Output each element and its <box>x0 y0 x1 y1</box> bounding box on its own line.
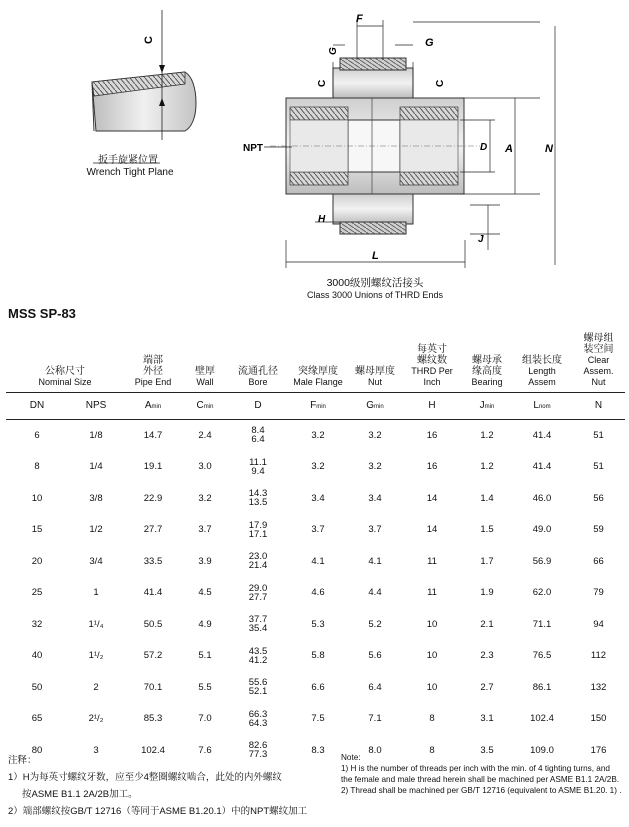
cell-n: 51 <box>593 429 604 441</box>
cell-bore: 37.7 35.4 <box>248 614 268 635</box>
table-row <box>6 672 625 704</box>
cell-l: 46.0 <box>532 492 552 504</box>
symbol-g: Gmin <box>348 392 402 419</box>
dim-label-l: L <box>372 250 379 262</box>
cell-nps: 1 <box>93 587 99 599</box>
dim-label-c-right: C <box>435 79 446 87</box>
symbol-j: Jmin <box>462 392 512 419</box>
cell-h: 14 <box>426 492 438 504</box>
table-row <box>6 546 625 578</box>
dim-label-n: N <box>545 143 553 155</box>
cell-j: 1.4 <box>480 492 494 504</box>
cell-nps: 2 <box>93 681 99 693</box>
cell-g: 7.1 <box>368 713 382 725</box>
cell-f: 4.1 <box>311 555 325 567</box>
cell-f: 3.2 <box>311 429 325 441</box>
cell-f: 7.5 <box>311 713 325 725</box>
cell-a: 22.9 <box>143 492 163 504</box>
cell-dn: 10 <box>31 492 43 504</box>
cell-dn: 8 <box>34 461 40 473</box>
symbol-a: Amin <box>124 392 182 419</box>
cell-dn: 20 <box>31 555 43 567</box>
cell-dn: 80 <box>31 744 43 756</box>
cell-n: 94 <box>593 618 604 630</box>
symbol-c: Cmin <box>182 392 228 419</box>
cell-j: 1.5 <box>480 524 494 536</box>
cell-n: 132 <box>590 681 607 693</box>
notes-zh <box>8 752 328 820</box>
cell-f: 3.2 <box>311 461 325 473</box>
dim-label-g-right: G <box>425 37 434 49</box>
header-nut: 螺母厚度 Nut <box>355 365 395 387</box>
cell-dn: 25 <box>31 587 43 599</box>
symbol-row <box>6 392 625 419</box>
cell-h: 10 <box>426 618 438 630</box>
cell-f: 5.3 <box>311 618 325 630</box>
cell-j: 2.3 <box>480 650 494 662</box>
cell-f: 4.6 <box>311 587 325 599</box>
cell-h: 8 <box>429 713 435 725</box>
cell-c: 7.6 <box>198 744 212 756</box>
cell-nps: 1/2 <box>89 524 103 536</box>
cell-h: 16 <box>426 429 438 441</box>
symbol-n: N <box>572 392 625 419</box>
cell-a: 57.2 <box>143 650 163 662</box>
cell-nps: 3/8 <box>89 492 103 504</box>
dim-label-c-left: C <box>317 79 328 87</box>
cell-bore: 55.6 52.1 <box>248 677 268 698</box>
symbol-dn: DN <box>6 392 68 419</box>
cell-c: 3.9 <box>198 555 212 567</box>
symbol-d: D <box>228 392 288 419</box>
cell-j: 2.1 <box>480 618 494 630</box>
cell-n: 150 <box>590 713 607 725</box>
cell-a: 50.5 <box>143 618 163 630</box>
cell-l: 71.1 <box>532 618 552 630</box>
notes-zh-2: 2）端部螺纹按GB/T 12716（等同于ASME B1.20.1）中的NPT螺纹加工 <box>8 806 308 817</box>
cell-c: 3.7 <box>198 524 212 536</box>
cell-bore: 11.1 9.4 <box>249 456 267 477</box>
cell-a: 102.4 <box>141 744 165 756</box>
dim-label-c: C <box>143 36 155 44</box>
table-row <box>6 483 625 515</box>
cell-f: 3.7 <box>311 524 325 536</box>
table-row <box>6 703 625 735</box>
cell-f: 8.3 <box>311 744 325 756</box>
notes-zh-1: 1）H为每英寸螺纹牙数，应至少4整圈螺纹啮合，此处的内外螺纹 <box>8 772 282 783</box>
table-row <box>6 451 625 483</box>
cell-bore: 8.4 6.4 <box>251 425 265 446</box>
cell-nps: 2¹/₂ <box>88 713 104 725</box>
dim-label-npt: NPT <box>243 143 263 154</box>
table-row <box>6 514 625 546</box>
header-bearing: 螺母承 缘高度 Bearing <box>471 354 503 387</box>
cell-g: 3.2 <box>368 461 382 473</box>
cell-g: 4.4 <box>368 587 382 599</box>
dim-label-j: J <box>478 234 484 245</box>
cell-c: 5.5 <box>198 681 212 693</box>
dim-label-f: F <box>356 13 363 25</box>
cell-g: 3.2 <box>368 429 382 441</box>
cell-bore: 29.0 27.7 <box>248 582 268 603</box>
cell-c: 5.1 <box>198 650 212 662</box>
notes-zh-1b: 按ASME B1.1 2A/2B加工。 <box>22 789 138 800</box>
dim-label-d: D <box>480 142 488 153</box>
cell-a: 70.1 <box>143 681 163 693</box>
cell-dn: 15 <box>31 524 43 536</box>
cell-dn: 65 <box>31 713 43 725</box>
cell-j: 2.7 <box>480 681 494 693</box>
cell-g: 5.6 <box>368 650 382 662</box>
spec-title: MSS SP-83 <box>8 306 76 321</box>
right-caption-en: Class 3000 Unions of THRD Ends <box>307 290 443 300</box>
cell-j: 1.9 <box>480 587 494 599</box>
cell-bore: 82.6 77.3 <box>248 740 268 761</box>
symbol-l: Lnom <box>512 392 572 419</box>
cell-bore: 66.3 64.3 <box>248 708 268 729</box>
cell-a: 85.3 <box>143 713 163 725</box>
table-row <box>6 609 625 641</box>
header-thrd-per-inch: 每英寸 螺纹数 THRD Per Inch <box>411 343 453 387</box>
cell-j: 1.2 <box>480 461 494 473</box>
dimension-table <box>6 328 625 766</box>
cell-dn: 50 <box>31 681 43 693</box>
header-clear-assem-nut: 螺母组 装空间 Clear Assem. Nut <box>583 332 614 387</box>
cell-g: 4.1 <box>368 555 382 567</box>
drawing-area <box>0 0 629 305</box>
cell-j: 1.2 <box>480 429 494 441</box>
cell-f: 6.6 <box>311 681 325 693</box>
notes-en-1: 1) H is the number of threads per inch with the min. of 4 tighting turns, and the female and male thread herein shall be machined per ASME B1.1 2A/2B. <box>341 764 620 784</box>
cell-h: 10 <box>426 650 438 662</box>
cell-n: 112 <box>590 650 607 662</box>
left-caption-zh: 扳手旋紧位置 <box>98 155 158 166</box>
cell-dn: 6 <box>34 429 40 441</box>
cell-f: 3.4 <box>311 492 325 504</box>
cell-l: 76.5 <box>532 650 552 662</box>
cell-a: 27.7 <box>143 524 163 536</box>
cell-nps: 3 <box>93 744 99 756</box>
cell-j: 1.7 <box>480 555 494 567</box>
cell-l: 56.9 <box>532 555 552 567</box>
notes-en-title: Note: <box>341 753 361 762</box>
cell-c: 4.5 <box>198 587 212 599</box>
header-length-assem: 组装长度 Length Assem <box>522 354 562 387</box>
cell-l: 86.1 <box>532 681 552 693</box>
cell-n: 59 <box>593 524 604 536</box>
cell-h: 8 <box>429 744 435 756</box>
cell-c: 4.9 <box>198 618 212 630</box>
cell-g: 6.4 <box>368 681 382 693</box>
cell-dn: 32 <box>31 618 43 630</box>
cell-l: 41.4 <box>532 429 552 441</box>
symbol-nps: NPS <box>68 392 124 419</box>
notes-zh-title: 注释： <box>8 755 37 766</box>
cell-c: 2.4 <box>198 429 212 441</box>
cell-n: 79 <box>593 587 604 599</box>
cell-nps: 1¹/₄ <box>88 618 104 630</box>
cell-dn: 40 <box>31 650 43 662</box>
cell-n: 56 <box>593 492 604 504</box>
cell-bore: 17.9 17.1 <box>248 519 268 540</box>
header-male-flange: 突缘厚度 Male Flange <box>293 365 343 387</box>
cell-h: 16 <box>426 461 438 473</box>
cell-bore: 23.0 21.4 <box>248 551 268 572</box>
cell-nps: 3/4 <box>89 555 103 567</box>
cell-c: 7.0 <box>198 713 212 725</box>
table-row <box>6 577 625 609</box>
cell-bore: 14.3 13.5 <box>248 488 268 509</box>
table-row <box>6 419 625 451</box>
cell-j: 3.5 <box>480 744 494 756</box>
cell-n: 51 <box>593 461 604 473</box>
cell-g: 3.7 <box>368 524 382 536</box>
cell-nps: 1/4 <box>89 461 103 473</box>
notes-en-2: 2) Thread shall be machined per GB/T 12716 (equivalent to ASME B1.20. 1) . <box>341 786 622 795</box>
header-wall: 壁厚 Wall <box>195 365 215 387</box>
cell-bore: 43.5 41.2 <box>248 645 268 666</box>
right-caption-zh: 3000级别螺纹活接头 <box>326 277 424 289</box>
cell-j: 3.1 <box>480 713 494 725</box>
cell-a: 14.7 <box>143 429 163 441</box>
header-nominal: 公称尺寸 Nominal Size <box>38 365 92 387</box>
cell-n: 176 <box>590 744 607 756</box>
cell-h: 10 <box>426 681 438 693</box>
cell-h: 14 <box>426 524 438 536</box>
cell-nps: 1¹/₂ <box>88 650 104 662</box>
cell-f: 5.8 <box>311 650 325 662</box>
cell-a: 19.1 <box>143 461 163 473</box>
cell-a: 33.5 <box>143 555 163 567</box>
cell-g: 5.2 <box>368 618 382 630</box>
table-row <box>6 640 625 672</box>
header-row <box>6 328 625 392</box>
cell-c: 3.0 <box>198 461 212 473</box>
dim-label-g-left: G <box>328 47 339 55</box>
cell-g: 8.0 <box>368 744 382 756</box>
dim-label-a: A <box>505 143 513 155</box>
cell-h: 11 <box>427 555 437 567</box>
cell-nps: 1/8 <box>89 429 103 441</box>
cell-a: 41.4 <box>143 587 163 599</box>
dim-label-h: H <box>318 214 326 225</box>
header-bore: 流通孔径 Bore <box>238 365 278 387</box>
cell-h: 11 <box>427 587 437 599</box>
header-pipe-end: 端部 外径 Pipe End <box>134 354 172 387</box>
left-caption-en: Wrench Tight Plane <box>86 167 174 178</box>
symbol-h: H <box>402 392 462 419</box>
cell-l: 62.0 <box>532 587 552 599</box>
cell-l: 102.4 <box>530 713 554 725</box>
cell-l: 109.0 <box>530 744 554 756</box>
cell-g: 3.4 <box>368 492 382 504</box>
union-section <box>270 58 480 234</box>
symbol-f: Fmin <box>288 392 348 419</box>
cell-l: 41.4 <box>532 461 552 473</box>
pipe-end-detail <box>92 10 196 140</box>
cell-n: 66 <box>593 555 604 567</box>
notes-en <box>341 752 623 796</box>
cell-c: 3.2 <box>198 492 212 504</box>
cell-l: 49.0 <box>532 524 552 536</box>
